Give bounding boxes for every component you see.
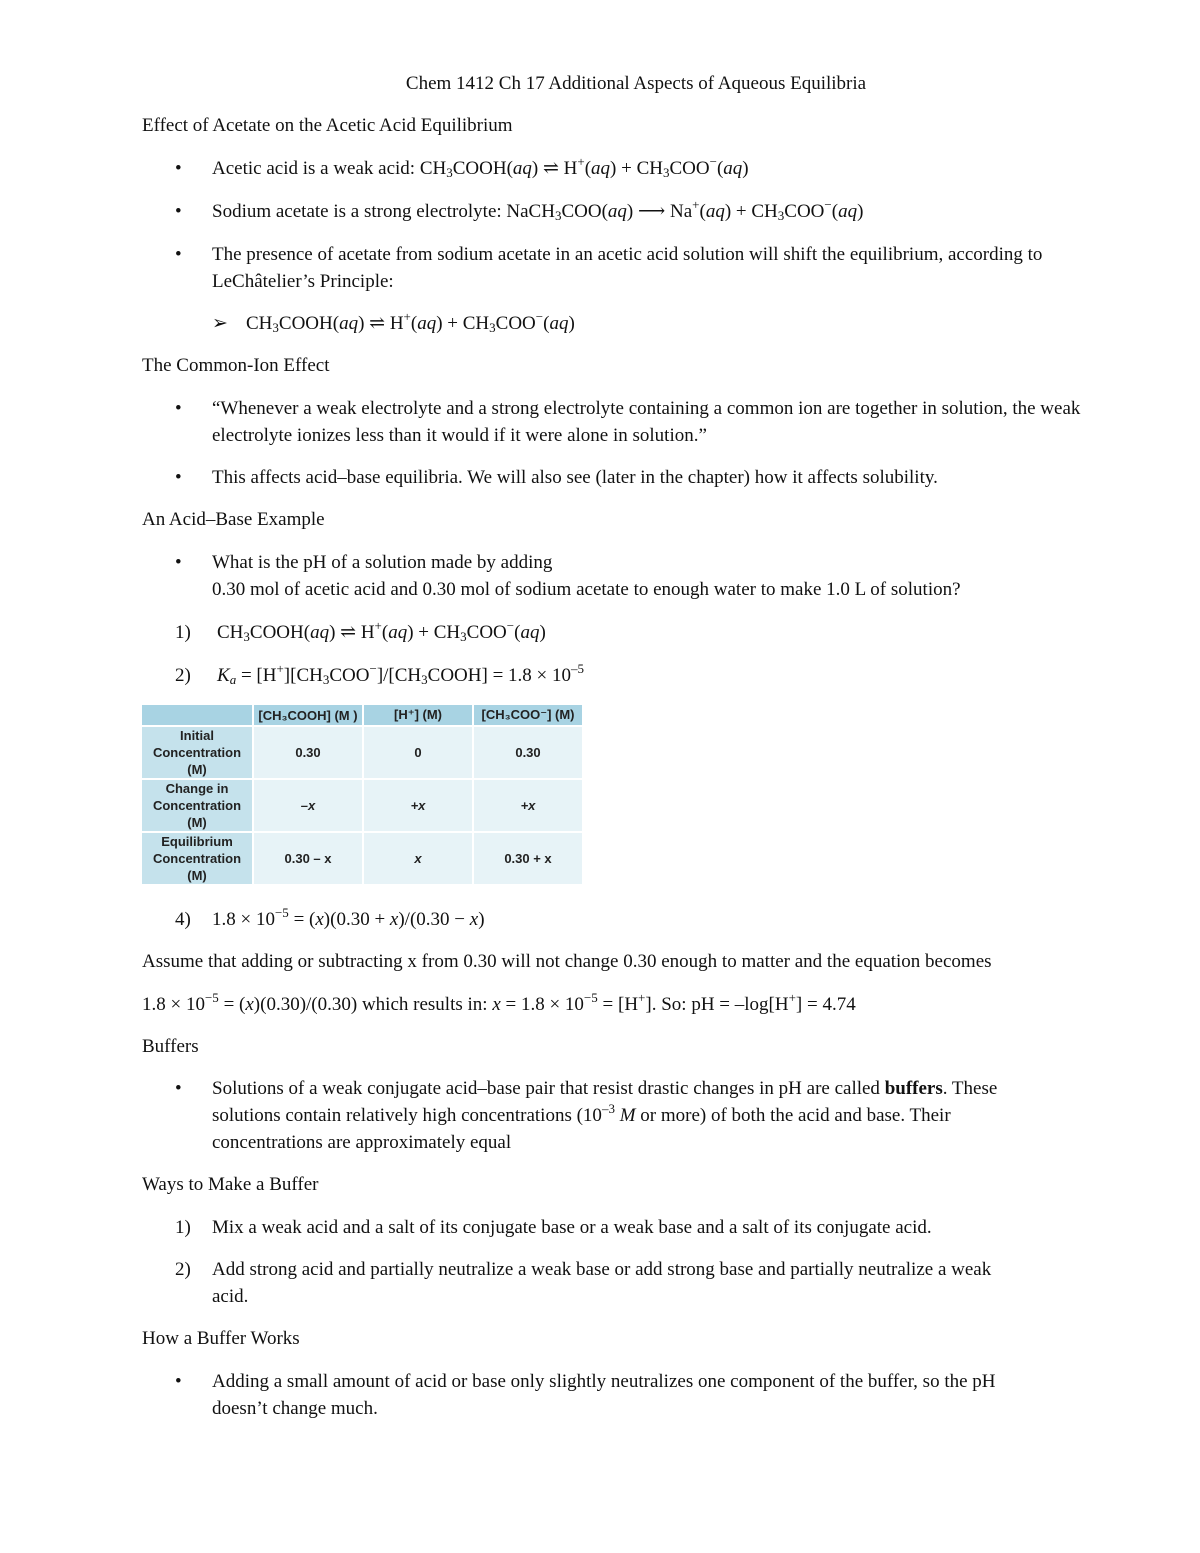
ice-row-initial — [142, 726, 583, 779]
step-number: 1) — [175, 622, 191, 643]
bullet-marker: • — [175, 201, 182, 222]
equilibrium-equation: $CH_3COOH(aq)$ ⇌ $H^+(aq) + CH_3COO^-(aq)$ — [246, 309, 575, 335]
bullet-common-ion-quote: “Whenever a weak electrolyte and a strong electrolyte containing a common ion are together in solution, the weak electrolyte ionizes less than it would if it were alone in solution.” — [212, 398, 1081, 446]
ice-col-acetic-acid: [CH₃COOH] (M ) — [253, 705, 363, 726]
section-heading-buffers: Buffers — [142, 1036, 199, 1057]
bullet-marker: • — [175, 467, 182, 488]
step1-equation: $CH_3COOH(aq)$ ⇌ $H^+(aq) + CH_3COO^-(aq)$ — [217, 618, 546, 644]
ice-cell: 0.30 — [473, 726, 583, 779]
bullet-marker: • — [175, 552, 182, 573]
step-number: 2) — [175, 665, 191, 686]
step-number: 4) — [175, 909, 191, 930]
ice-row-equilibrium — [142, 832, 583, 885]
bullet-marker: • — [175, 398, 182, 419]
section-heading-acid-base-example: An Acid–Base Example — [142, 509, 325, 530]
ice-cell: x — [363, 832, 473, 885]
ice-table-corner — [142, 705, 253, 726]
section-heading-ways: Ways to Make a Buffer — [142, 1174, 319, 1195]
step2-ka-expression: $K_a$ = $[H^+][CH_3COO^-]/[CH_3COOH] = 1.8 \times 10^{-5}$ — [217, 661, 585, 687]
section-heading-how: How a Buffer Works — [142, 1328, 300, 1349]
example-question-line2: 0.30 mol of acetic acid and 0.30 mol of sodium acetate to enough water to make 1.0 L of solution? — [212, 579, 961, 600]
assumption-text: Assume that adding or subtracting x from 0.30 will not change 0.30 enough to matter and the equation becomes — [142, 951, 992, 972]
ice-row-change — [142, 779, 583, 832]
bullet-lechatelier: The presence of acetate from sodium acetate in an acetic acid solution will shift the equilibrium, according to LeChâtelier’s Principle: — [212, 244, 1043, 292]
ice-cell: –x — [253, 779, 363, 832]
ice-cell: 0 — [363, 726, 473, 779]
step-number: 2) — [175, 1259, 191, 1280]
ice-col-acetate: [CH₃COO⁻] (M) — [473, 705, 583, 726]
buffers-definition-line3: concentrations are approximately equal — [212, 1132, 512, 1153]
ice-cell: 0.30 — [253, 726, 363, 779]
section-heading-common-ion: The Common-Ion Effect — [142, 355, 330, 376]
ice-cell: +x — [363, 779, 473, 832]
ice-row-label: Change in Concentration (M) — [142, 779, 253, 832]
ice-cell: +x — [473, 779, 583, 832]
how-bullet-line1: Adding a small amount of acid or base only slightly neutralizes one component of the buffer, so the pH — [212, 1371, 996, 1392]
ice-row-label: Initial Concentration (M) — [142, 726, 253, 779]
bullet-acetic-acid: Acetic acid is a weak acid: $CH_3COOH(aq)$ ⇌ $H^+(aq) + CH_3COO^-(aq)$ — [212, 154, 749, 180]
bullet-marker: • — [175, 1078, 182, 1099]
ice-cell: 0.30 + x — [473, 832, 583, 885]
buffers-definition-line2: solutions contain relatively high concentrations ($10^{-3}$ M or more) of both the acid and base. Their — [212, 1101, 951, 1126]
section-heading-acetate: Effect of Acetate on the Acetic Acid Equilibrium — [142, 115, 513, 136]
bullet-acid-base-solubility: This affects acid–base equilibria. We will also see (later in the chapter) how it affects solubility. — [212, 467, 938, 488]
ways-item2-line2: acid. — [212, 1286, 249, 1307]
how-bullet-line2: doesn’t change much. — [212, 1398, 378, 1419]
buffers-definition-line1: Solutions of a weak conjugate acid–base pair that resist drastic changes in pH are called buffers. These — [212, 1078, 998, 1099]
ice-cell: 0.30 – x — [253, 832, 363, 885]
ways-item2-line1: Add strong acid and partially neutralize a weak base or add strong base and partially neutralize a weak — [212, 1259, 992, 1280]
ice-row-label: Equilibrium Concentration (M) — [142, 832, 253, 885]
bullet-marker: • — [175, 1371, 182, 1392]
step-number: 1) — [175, 1217, 191, 1238]
document-title: Chem 1412 Ch 17 Additional Aspects of Aqueous Equilibria — [405, 73, 867, 94]
bullet-sodium-acetate: Sodium acetate is a strong electrolyte: NaCH$_3$COO(aq) ⟶ $Na^+(aq) + CH_3COO^-(aq)$ — [212, 197, 864, 223]
bullet-marker: • — [175, 158, 182, 179]
result-equation: $1.8 \times 10^{-5} = (x)(0.30)/(0.30)$ which results in: $x = 1.8 \times 10^{-5} = [H^+]$. So: pH = –log[H+] = 4.74 — [142, 990, 856, 1015]
example-question-line1: What is the pH of a solution made by adding — [212, 552, 553, 573]
bullet-marker: • — [175, 244, 182, 265]
step4-equation: $1.8 \times 10^{-5} = (x)(0.30 + x)/(0.30 - x)$ — [212, 905, 485, 930]
ways-item1: Mix a weak acid and a salt of its conjugate base or a weak base and a salt of its conjugate acid. — [212, 1217, 932, 1238]
ice-table — [142, 705, 584, 886]
arrow-bullet-icon: ➢ — [212, 313, 228, 334]
ice-col-hydrogen-ion: [H⁺] (M) — [363, 705, 473, 726]
